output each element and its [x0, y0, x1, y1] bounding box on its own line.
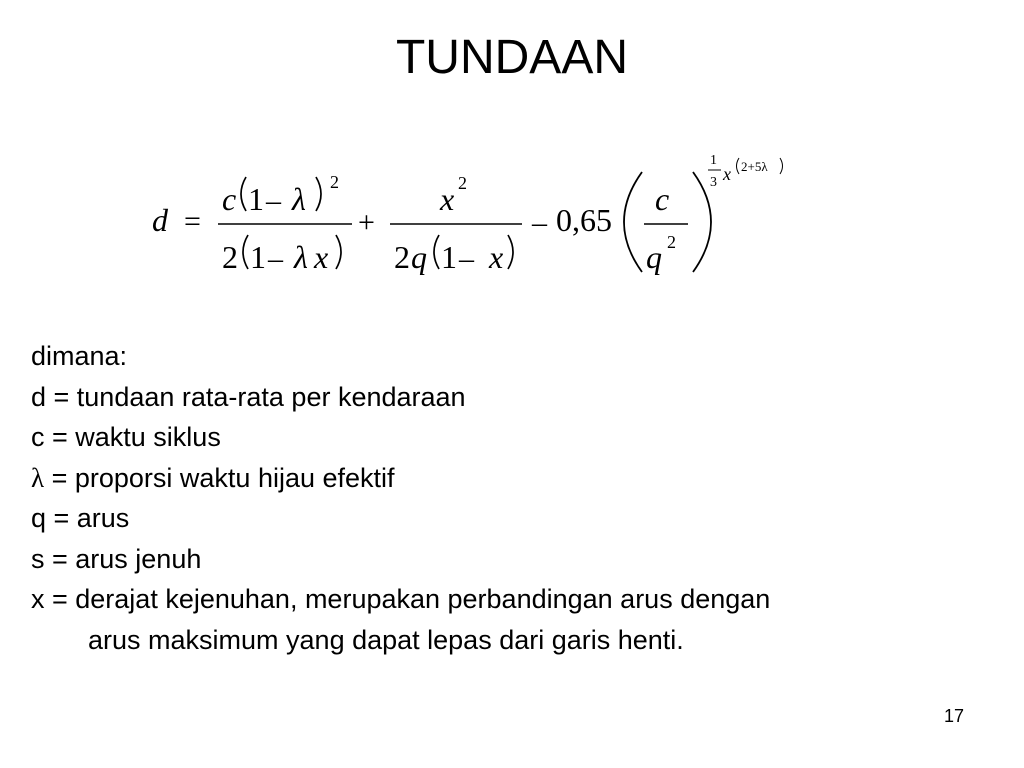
t1-den-close-paren: [336, 235, 341, 269]
formula-plus: +: [358, 206, 375, 239]
t1-num-close-paren: [316, 177, 321, 211]
t3-den-exponent: 2: [667, 232, 676, 252]
t1-den-one: 1: [250, 239, 266, 275]
t1-num-c: c: [222, 181, 237, 217]
t2-num-exponent: 2: [458, 173, 467, 193]
t1-den-lambda: λ: [294, 239, 308, 275]
definitions-intro: dimana:: [31, 341, 128, 371]
t1-den-minus: –: [268, 242, 283, 275]
delay-formula: [0, 0, 1024, 300]
page-number: 17: [943, 706, 964, 726]
t2-den-one: 1: [441, 239, 457, 275]
t3-den-q: q: [646, 239, 662, 275]
t1-num-one: 1: [248, 181, 264, 217]
exp-x: x: [723, 164, 731, 184]
t1-num-open-paren: [241, 177, 246, 211]
t2-num-x: x: [440, 181, 455, 217]
definition-lambda: [31, 458, 991, 499]
t2-den-minus: –: [459, 242, 474, 275]
exp-frac-num: 1: [710, 153, 717, 168]
definition-c: c = waktu siklus: [31, 422, 221, 452]
t1-num-minus: –: [266, 184, 281, 217]
t1-den-two: 2: [222, 239, 238, 275]
exp-inner: 2+5λ: [741, 159, 768, 174]
t2-den-open-paren: [434, 235, 439, 269]
t2-den-q: q: [411, 239, 427, 275]
t1-den-x: x: [314, 239, 329, 275]
t3-big-close-paren: [693, 172, 711, 272]
definitions-list: [31, 336, 991, 660]
slide-title: TUNDAAN: [395, 31, 628, 84]
definition-q: q = arus: [31, 503, 130, 533]
t1-num-exponent: 2: [330, 172, 339, 192]
definition-d: d = tundaan rata-rata per kendaraan: [31, 381, 466, 412]
exp-close-paren: [780, 158, 783, 174]
formula-coefficient: 0,65: [556, 202, 612, 238]
exp-open-paren: [737, 158, 740, 174]
definition-lambda-text: = proporsi waktu hijau efektif: [44, 462, 395, 493]
t3-big-open-paren: [624, 172, 642, 272]
definition-x-line1: x = derajat kejenuhan, merupakan perbandingan arus dengan: [31, 584, 771, 614]
t1-num-lambda: λ: [292, 181, 306, 217]
definition-x-line2: arus maksimum yang dapat lepas dari garis henti.: [88, 624, 684, 655]
formula-lhs-d: d: [152, 202, 168, 238]
t3-num-c: c: [655, 181, 670, 217]
t2-den-close-paren: [508, 235, 513, 269]
formula-equals: =: [184, 205, 201, 238]
formula-minus: –: [532, 206, 547, 239]
t2-den-x: x: [489, 239, 504, 275]
definition-s: s = arus jenuh: [31, 543, 202, 574]
t2-den-two: 2: [394, 239, 410, 275]
lambda-symbol: λ: [31, 462, 45, 493]
t1-den-open-paren: [243, 235, 248, 269]
exp-frac-den: 3: [710, 175, 717, 190]
